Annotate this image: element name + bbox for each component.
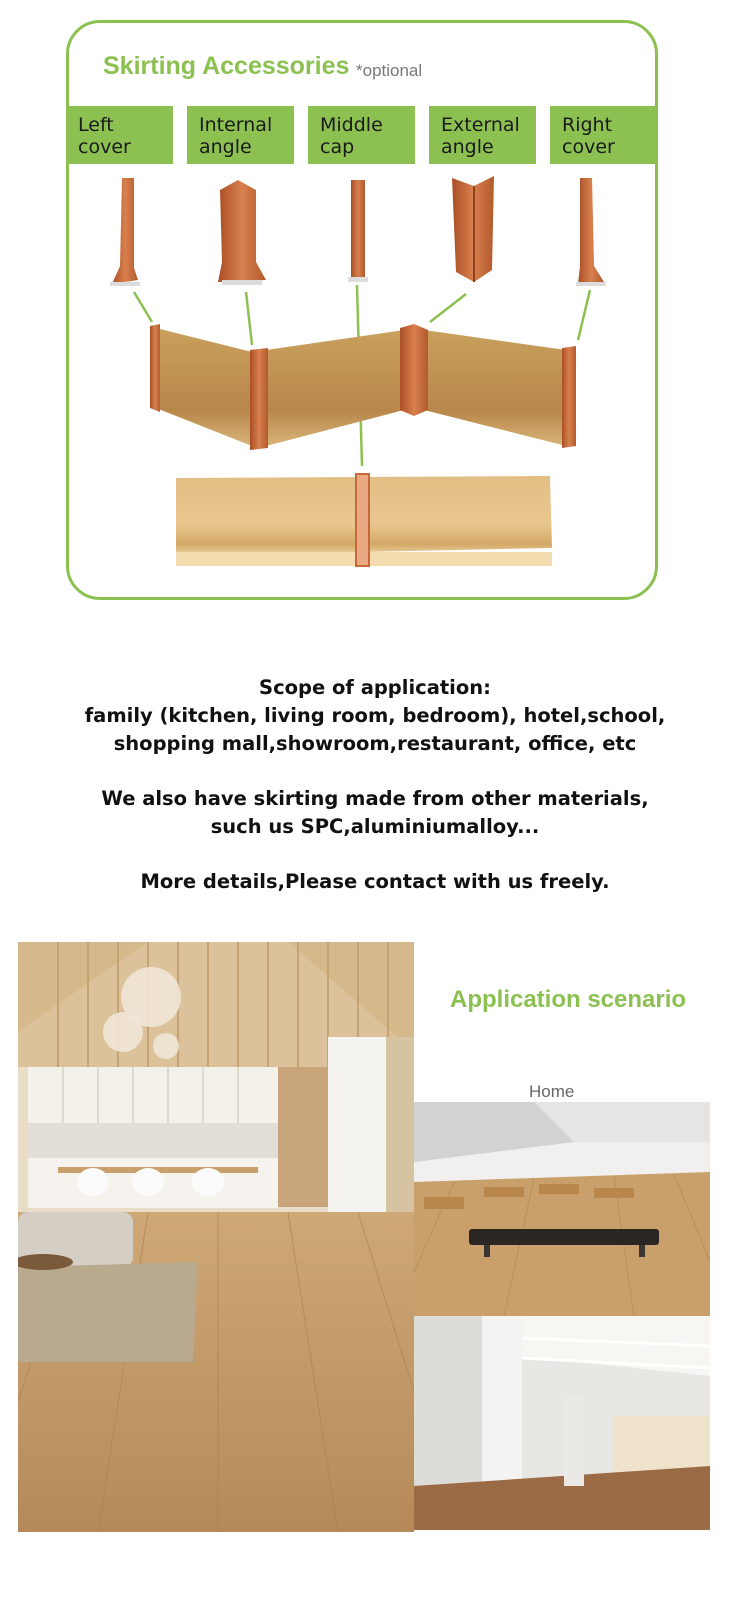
label-line: Right — [562, 114, 613, 136]
materials-line-1: We also have skirting made from other materials, — [101, 787, 649, 810]
label-line: Internal — [199, 114, 273, 136]
materials-text-block — [0, 785, 750, 841]
living-room-photo — [18, 942, 414, 1532]
optional-note: *optional — [356, 61, 423, 80]
accessories-title: Skirting Accessories — [103, 52, 350, 80]
scope-line-1: family (kitchen, living room, bedroom), hotel,school, — [84, 704, 666, 727]
corner-skirting-assembly — [150, 324, 576, 450]
contact-line: More details,Please contact with us freely. — [140, 870, 610, 893]
right-cover-piece — [576, 178, 606, 286]
application-title: Application scenario — [450, 986, 687, 1013]
label-line: cap — [320, 136, 355, 158]
straight-skirting-board — [176, 474, 552, 566]
internal-angle-piece — [218, 180, 266, 285]
scope-line-2: shopping mall,showroom,restaurant, office, etc — [113, 732, 637, 755]
middle-cap-piece — [348, 180, 368, 282]
external-angle-piece — [452, 176, 494, 282]
label-right-cover — [550, 106, 657, 164]
home-label: Home — [529, 1082, 575, 1101]
label-left-cover — [66, 106, 173, 164]
gallery-photo — [414, 1316, 710, 1530]
scope-heading: Scope of application: — [259, 676, 491, 699]
label-line: angle — [199, 136, 252, 158]
label-line: angle — [441, 136, 494, 158]
label-external-angle — [429, 106, 536, 164]
info-text-block — [0, 674, 750, 758]
label-line: cover — [562, 136, 615, 158]
label-line: Middle — [320, 114, 383, 136]
skirting-illustration — [66, 160, 658, 580]
label-middle-cap — [308, 106, 415, 164]
left-cover-piece — [110, 178, 140, 286]
label-line: cover — [78, 136, 131, 158]
label-line: Left — [78, 114, 114, 136]
showroom-photo — [414, 1102, 710, 1316]
materials-line-2: such us SPC,aluminiumalloy... — [210, 815, 540, 838]
label-internal-angle — [187, 106, 294, 164]
label-line: External — [441, 114, 520, 136]
